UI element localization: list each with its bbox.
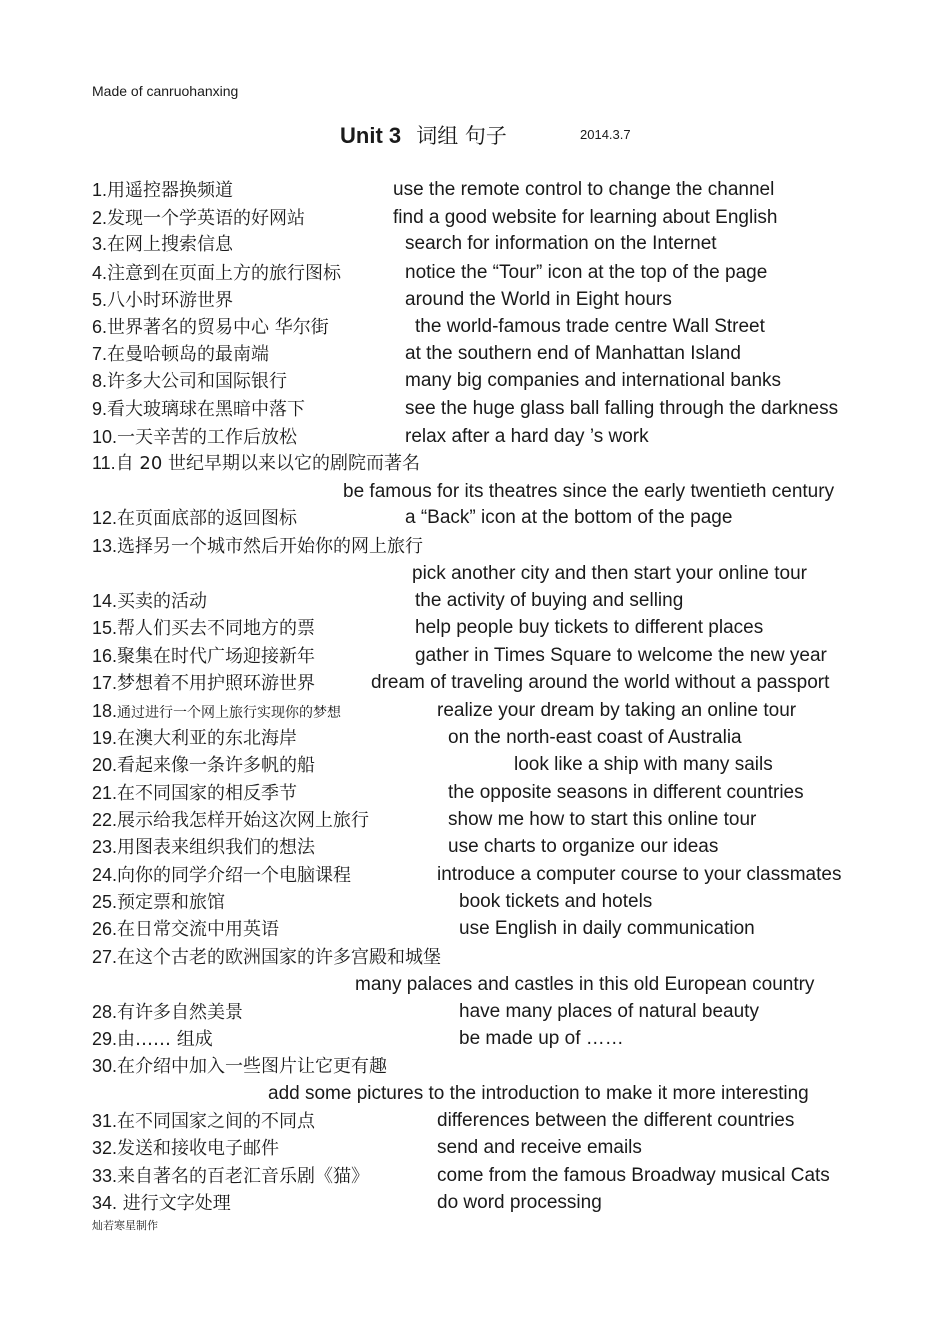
list-item [92, 261, 341, 286]
list-item [92, 863, 351, 888]
item-english: book tickets and hotels [459, 891, 653, 912]
item-number: 1. [92, 180, 108, 200]
item-number: 11. [92, 453, 116, 473]
item-english: dream of traveling around the world without a passport [371, 672, 830, 693]
item-english: help people buy tickets to different places [415, 617, 764, 638]
item-chinese: 帮人们买去不同地方的票 [117, 618, 316, 639]
item-chinese: 在网上搜索信息 [107, 234, 234, 255]
list-item [92, 1054, 387, 1079]
item-chinese: 在这个古老的欧洲国家的许多宫殿和城堡 [117, 947, 442, 968]
item-number: 13. [92, 536, 118, 556]
item-number: 14. [92, 591, 118, 611]
item-chinese: 展示给我怎样开始这次网上旅行 [117, 810, 370, 831]
item-chinese: 预定票和旅馆 [117, 892, 226, 913]
item-english: send and receive emails [437, 1137, 642, 1158]
list-item [92, 451, 420, 476]
item-chinese: 梦想着不用护照环游世界 [117, 673, 316, 694]
item-chinese: 选择另一个城市然后开始你的网上旅行 [117, 536, 424, 557]
list-item [92, 232, 233, 257]
list-item [92, 342, 269, 367]
item-english: have many places of natural beauty [459, 1001, 759, 1022]
item-number: 25. [92, 892, 118, 912]
list-item [92, 506, 297, 531]
item-chinese: 用图表来组织我们的想法 [117, 837, 316, 858]
item-english: introduce a computer course to your classmates [437, 864, 842, 885]
list-item [92, 753, 315, 778]
item-english: use charts to organize our ideas [448, 836, 719, 857]
item-english: use English in daily communication [459, 918, 755, 939]
item-number: 12. [92, 508, 118, 528]
item-chinese: 在介绍中加入一些图片让它更有趣 [117, 1056, 388, 1077]
item-chinese: 用遥控器换频道 [107, 180, 234, 201]
list-item [92, 781, 297, 806]
item-english: notice the “Tour” icon at the top of the page [405, 262, 768, 283]
list-item [92, 369, 287, 394]
item-english: gather in Times Square to welcome the new year [415, 645, 827, 666]
item-chinese: 许多大公司和国际银行 [107, 371, 288, 392]
list-item [92, 1191, 231, 1216]
item-english: the opposite seasons in different countries [448, 782, 804, 803]
item-english: a “Back” icon at the bottom of the page [405, 507, 733, 528]
item-number: 16. [92, 646, 118, 666]
item-chinese: 看大玻璃球在黑暗中落下 [107, 399, 306, 420]
title-date: 2014.3.7 [580, 127, 631, 142]
item-number: 8. [92, 371, 108, 391]
list-item [92, 288, 233, 313]
item-english: differences between the different countries [437, 1110, 795, 1131]
item-number: 23. [92, 837, 118, 857]
item-number: 20. [92, 755, 118, 775]
item-number: 2. [92, 208, 108, 228]
list-item [92, 425, 297, 450]
header-note: Made of canruohanxing [92, 83, 239, 99]
list-item [92, 671, 315, 696]
item-chinese: 买卖的活动 [117, 591, 208, 612]
item-number: 7. [92, 344, 108, 364]
item-english: show me how to start this online tour [448, 809, 757, 830]
item-english: the activity of buying and selling [415, 590, 684, 611]
item-number: 28. [92, 1002, 118, 1022]
item-chinese: 在不同国家之间的不同点 [117, 1111, 316, 1132]
item-chinese: 来自著名的百老汇音乐剧《猫》 [117, 1166, 370, 1187]
item-number: 18. [92, 701, 118, 721]
list-item [92, 1164, 369, 1189]
item-english: do word processing [437, 1192, 602, 1213]
item-english: pick another city and then start your online tour [412, 563, 808, 584]
item-number: 15. [92, 618, 118, 638]
list-item [92, 397, 305, 422]
item-chinese: 注意到在页面上方的旅行图标 [107, 263, 342, 284]
item-number: 29. [92, 1029, 118, 1049]
title-subject: 词组 句子 [416, 124, 507, 148]
item-chinese: 世界著名的贸易中心 华尔街 [107, 317, 329, 338]
item-english: see the huge glass ball falling through the darkness [405, 398, 839, 419]
item-chinese: 在日常交流中用英语 [117, 919, 280, 940]
item-number: 24. [92, 865, 118, 885]
page-title [340, 120, 631, 150]
item-english: use the remote control to change the channel [393, 179, 775, 200]
list-item [92, 206, 305, 231]
item-english: realize your dream by taking an online tour [437, 700, 797, 721]
list-item [92, 1000, 243, 1025]
item-chinese: 看起来像一条许多帆的船 [117, 755, 316, 776]
item-english: come from the famous Broadway musical Cats [437, 1165, 830, 1186]
item-chinese: 八小时环游世界 [107, 290, 234, 311]
item-english: add some pictures to the introduction to make it more interesting [268, 1083, 809, 1104]
list-item [92, 890, 225, 915]
item-english: search for information on the Internet [405, 233, 717, 254]
item-english: at the southern end of Manhattan Island [405, 343, 741, 364]
item-number: 22. [92, 810, 118, 830]
list-item [92, 178, 233, 203]
item-number: 34. [92, 1193, 118, 1213]
item-chinese: 在曼哈顿岛的最南端 [107, 344, 270, 365]
item-chinese: 聚集在时代广场迎接新年 [117, 646, 316, 667]
item-number: 6. [92, 317, 108, 337]
item-number: 27. [92, 947, 118, 967]
list-item [92, 1136, 279, 1161]
item-english: find a good website for learning about English [393, 207, 778, 228]
list-item [92, 917, 279, 942]
item-chinese: 进行文字处理 [117, 1193, 231, 1214]
item-chinese: 由…… 组成 [117, 1029, 213, 1050]
item-number: 9. [92, 399, 108, 419]
list-item [92, 699, 341, 725]
footer-note: 灿若寒星制作 [92, 1219, 158, 1232]
item-number: 31. [92, 1111, 118, 1131]
item-number: 21. [92, 783, 118, 803]
list-item [92, 945, 441, 970]
list-item [92, 616, 315, 641]
item-number: 30. [92, 1056, 118, 1076]
item-number: 32. [92, 1138, 118, 1158]
item-number: 5. [92, 290, 108, 310]
item-english: relax after a hard day ’s work [405, 426, 649, 447]
item-chinese: 向你的同学介绍一个电脑课程 [117, 865, 352, 886]
list-item [92, 644, 315, 669]
item-english: the world-famous trade centre Wall Street [415, 316, 765, 337]
item-number: 17. [92, 673, 118, 693]
item-english: on the north-east coast of Australia [448, 727, 742, 748]
list-item [92, 808, 369, 833]
item-number: 33. [92, 1166, 118, 1186]
item-chinese: 在不同国家的相反季节 [117, 783, 298, 804]
list-item [92, 726, 297, 751]
list-item [92, 835, 315, 860]
list-item [92, 589, 207, 614]
item-english: be famous for its theatres since the early twentieth century [343, 481, 835, 502]
list-item [92, 315, 329, 340]
item-number: 3. [92, 234, 108, 254]
list-item [92, 1109, 315, 1134]
item-number: 19. [92, 728, 118, 748]
item-number: 26. [92, 919, 118, 939]
title-unit: Unit 3 [340, 123, 402, 148]
item-number: 4. [92, 263, 108, 283]
item-number: 10. [92, 427, 118, 447]
item-english: be made up of …… [459, 1028, 624, 1049]
item-chinese: 一天辛苦的工作后放松 [117, 427, 298, 448]
item-english: look like a ship with many sails [514, 754, 773, 775]
item-chinese: 通过进行一个网上旅行实现你的梦想 [117, 705, 342, 721]
item-english: many big companies and international banks [405, 370, 782, 391]
item-chinese: 在澳大利亚的东北海岸 [117, 728, 298, 749]
item-chinese: 自 20 世纪早期以来以它的剧院而著名 [115, 453, 421, 474]
item-english: around the World in Eight hours [405, 289, 672, 310]
item-chinese: 发送和接收电子邮件 [117, 1138, 280, 1159]
list-item [92, 534, 423, 559]
item-english: many palaces and castles in this old European country [355, 974, 815, 995]
item-chinese: 有许多自然美景 [117, 1002, 244, 1023]
item-chinese: 在页面底部的返回图标 [117, 508, 298, 529]
list-item [92, 1027, 213, 1052]
item-chinese: 发现一个学英语的好网站 [107, 208, 306, 229]
